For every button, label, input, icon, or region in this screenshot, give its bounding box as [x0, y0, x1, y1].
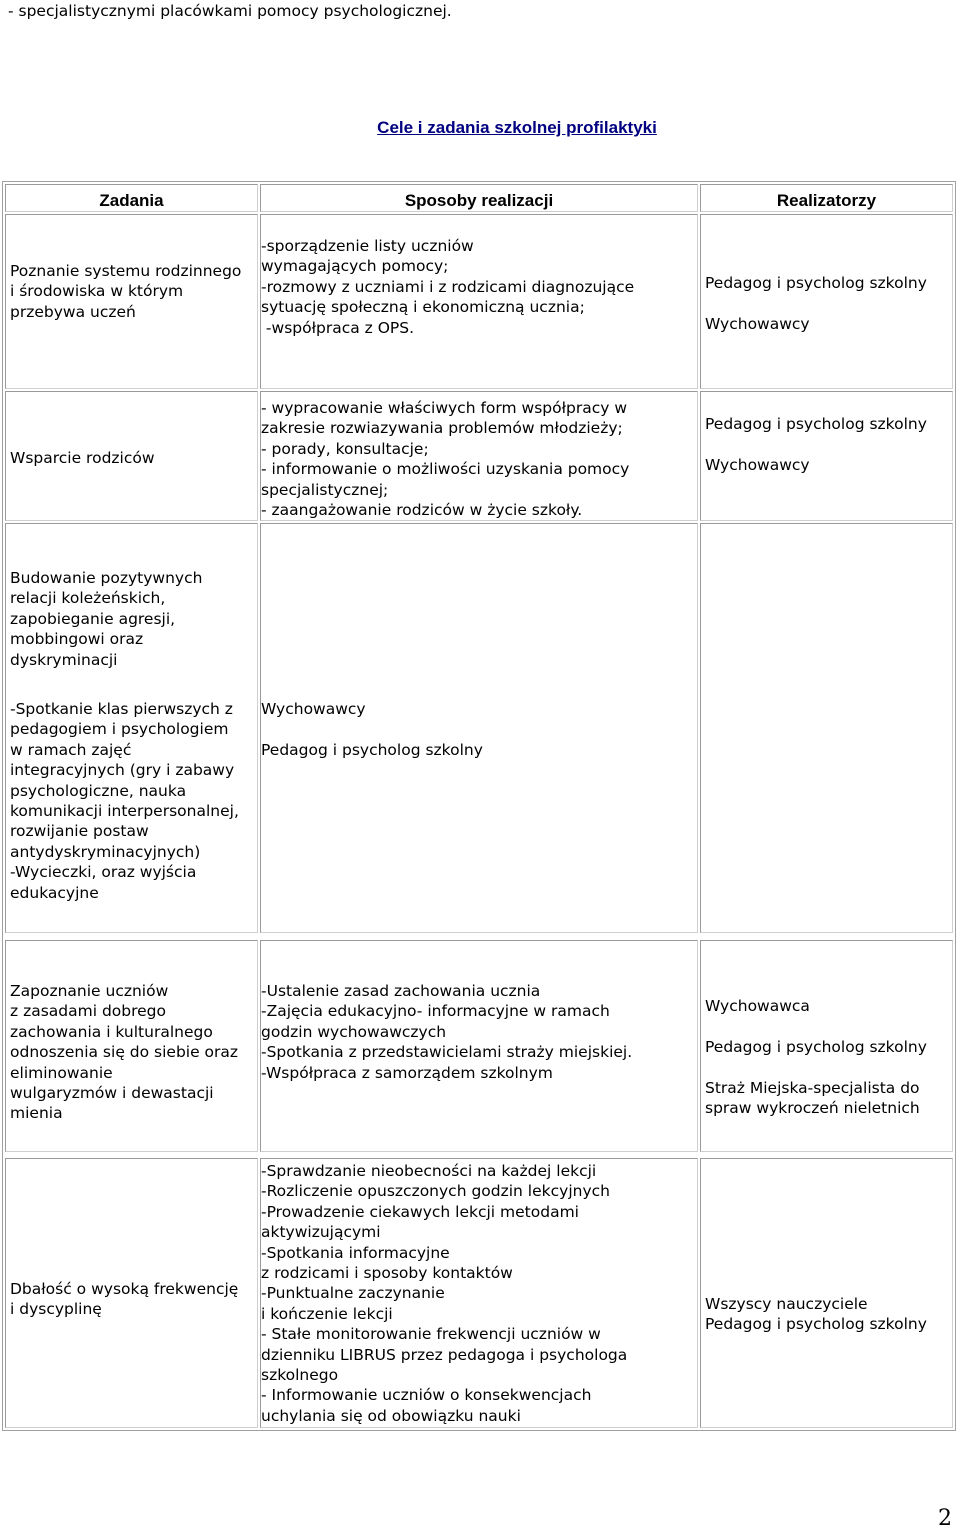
row4-methods-cell — [260, 940, 698, 1152]
row1-methods: -sporządzenie listy uczniów wymagających pomocy; -rozmowy z uczniami i z rodzicami diagnozujące sytuację społeczną i ekonomiczną ucznia; -współpraca z OPS. — [261, 237, 635, 337]
row2-task-cell — [5, 391, 258, 521]
row3-methods: Wychowawcy Pedagog i psycholog szkolny — [261, 700, 483, 759]
row4-executors: Wychowawca Pedagog i psycholog szkolny Straż Miejska-specjalista do spraw wykroczeń nieletnich — [705, 997, 927, 1117]
row5-task: Dbałość o wysoką frekwencję i dyscyplinę — [10, 1280, 239, 1319]
row4-task: Zapoznanie uczniów z zasadami dobrego zachowania i kulturalnego odnoszenia się do siebie oraz eliminowanie wulgaryzmów i dewastacji mienia — [10, 982, 239, 1123]
row1-task-cell — [5, 214, 258, 389]
row1-task: Poznanie systemu rodzinnego i środowiska w którym przebywa uczeń — [10, 262, 242, 321]
header-methods: Sposoby realizacji — [260, 184, 698, 212]
row2-methods-cell — [260, 391, 698, 521]
row5-executors: Wszyscy nauczyciele Pedagog i psycholog szkolny — [705, 1295, 927, 1334]
row1-executors: Pedagog i psycholog szkolny Wychowawcy — [705, 274, 927, 333]
header-tasks: Zadania — [5, 184, 258, 212]
row1-methods-cell — [260, 214, 698, 389]
row4-executors-cell — [700, 940, 953, 1152]
row3-methods-cell — [260, 523, 698, 933]
row4-task-cell — [5, 940, 258, 1152]
row3-task-top: Budowanie pozytywnych relacji koleżeńskich, zapobieganie agresji, mobbingowi oraz dyskryminacji — [10, 569, 203, 669]
row2-task: Wsparcie rodziców — [10, 449, 155, 467]
row5-methods: -Sprawdzanie nieobecności na każdej lekcji -Rozliczenie opuszczonych godzin lekcyjnych -Prowadzenie ciekawych lekcji metodami aktywizującymi -Spotkania informacyjne z rodzicami i sposoby kontaktów -Punktualne zaczynanie i kończenie lekcji - Stałe monitorowanie frekwencji uczniów w dzienniku LIBRUS przez pedagoga i psychologa szkolnego - Informowanie uczniów o konsekwencjach uchylania się od obowiązku nauki — [261, 1162, 628, 1425]
row1-executors-cell — [700, 214, 953, 389]
row4-methods: -Ustalenie zasad zachowania ucznia -Zajęcia edukacyjno- informacyjne w ramach godzin wychowawczych -Spotkania z przedstawicielami straży miejskiej. -Współpraca z samorządem szkolnym — [261, 982, 633, 1082]
row3-task-bottom: -Spotkanie klas pierwszych z pedagogiem i psychologiem w ramach zajęć integracyjnych (gry i zabawy psychologiczne, nauka komunikacji interpersonalnej, rozwijanie postaw antydyskryminacyjnych) -Wycieczki, oraz wyjścia edukacyjne — [10, 700, 239, 902]
section-title: Cele i zadania szkolnej profilaktyki — [377, 118, 657, 137]
row2-executors: Pedagog i psycholog szkolny Wychowawcy — [705, 415, 927, 474]
intro-line: - specjalistycznymi placówkami pomocy psychologicznej. — [8, 2, 452, 20]
row5-methods-cell — [260, 1158, 698, 1428]
header-executors: Realizatorzy — [700, 184, 953, 212]
row3-task-cell — [5, 523, 258, 933]
row2-executors-cell — [700, 391, 953, 521]
row5-task-cell — [5, 1158, 258, 1428]
page-number: 2 — [938, 1506, 952, 1531]
row2-methods: - wypracowanie właściwych form współpracy w zakresie rozwiazywania problemów młodzieży; - porady, konsultacje; - informowanie o możliwości uzyskania pomocy specjalistycznej; - zaangażowanie rodziców w życie szkoły. — [261, 399, 630, 520]
row3-executors-cell — [700, 523, 953, 933]
row5-executors-cell — [700, 1158, 953, 1428]
